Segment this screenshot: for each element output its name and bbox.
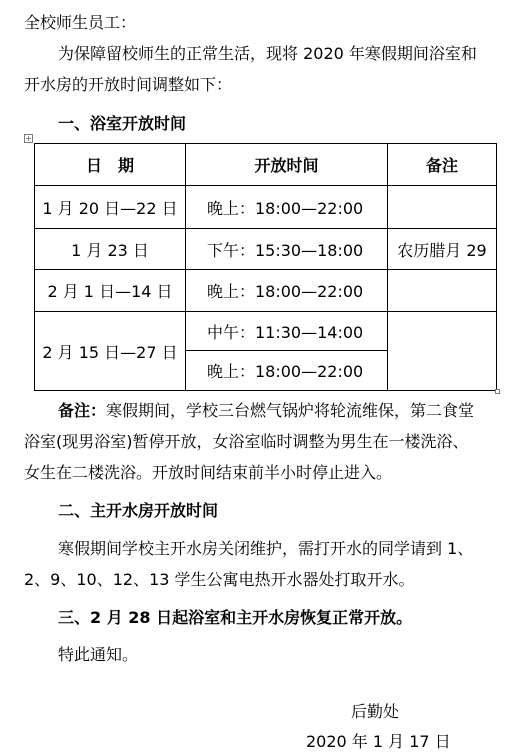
intro-line-2: 开水房的开放时间调整如下： (24, 75, 233, 94)
remark-line-3: 女生在二楼洗浴。开放时间结束前半小时停止进入。 (24, 463, 393, 482)
row-4-time-1: 中午：11:30—14:00 (207, 322, 364, 342)
section-2-line-2: 2、9、10、12、13 学生公寓电热开水器处打取开水。 (24, 570, 415, 589)
bath-schedule-table (34, 143, 497, 391)
section-2-line-1: 寒假期间学校主开水房关闭维护，需打开水的同学请到 1、 (58, 539, 474, 558)
row-1-date: 1 月 20 日—22 日 (42, 198, 178, 218)
section-1-title: 一、浴室开放时间 (58, 114, 187, 133)
row-4-date: 2 月 15 日—27 日 (42, 342, 178, 362)
signature: 后勤处 (351, 702, 400, 721)
remark-text-1: 寒假期间，学校三台燃气锅炉将轮流维保，第二食堂 (106, 401, 475, 420)
remark-line-2: 浴室(现男浴室)暂停开放，女浴室临时调整为男生在一楼洗浴、 (24, 432, 469, 451)
row-2-note: 农历腊月 29 (397, 240, 487, 260)
intro-line-1: 为保障留校师生的正常生活，现将 2020 年寒假期间浴室和 (58, 44, 477, 63)
row-1-time: 晚上：18:00—22:00 (207, 198, 364, 218)
table-move-handle-icon[interactable]: + (25, 134, 32, 143)
row-4-note (388, 312, 496, 390)
table-resize-handle-icon[interactable] (495, 389, 500, 394)
row-3-time: 晚上：18:00—22:00 (207, 282, 364, 301)
row-3-date: 2 月 1 日—14 日 (47, 282, 173, 301)
row-4-time-2: 晚上：18:00—22:00 (207, 362, 364, 381)
header-open-time: 开放时间 (254, 156, 319, 175)
row-2-time: 下午：15:30—18:00 (207, 240, 364, 260)
row-2-date: 1 月 23 日 (71, 240, 149, 260)
section-3-title: 三、2 月 28 日起浴室和主开水房恢复正常开放。 (58, 608, 413, 627)
row-3-note (388, 270, 496, 311)
header-date: 日 期 (85, 156, 134, 175)
closing: 特此通知。 (58, 645, 139, 664)
notice-date: 2020 年 1 月 17 日 (306, 732, 451, 751)
header-remark: 备注 (425, 156, 458, 175)
salutation: 全校师生员工： (24, 13, 137, 32)
remark-label: 备注： (58, 401, 107, 420)
row-1-note (388, 186, 496, 228)
section-2-title: 二、主开水房开放时间 (58, 501, 219, 520)
remark-line-1 (58, 400, 474, 422)
